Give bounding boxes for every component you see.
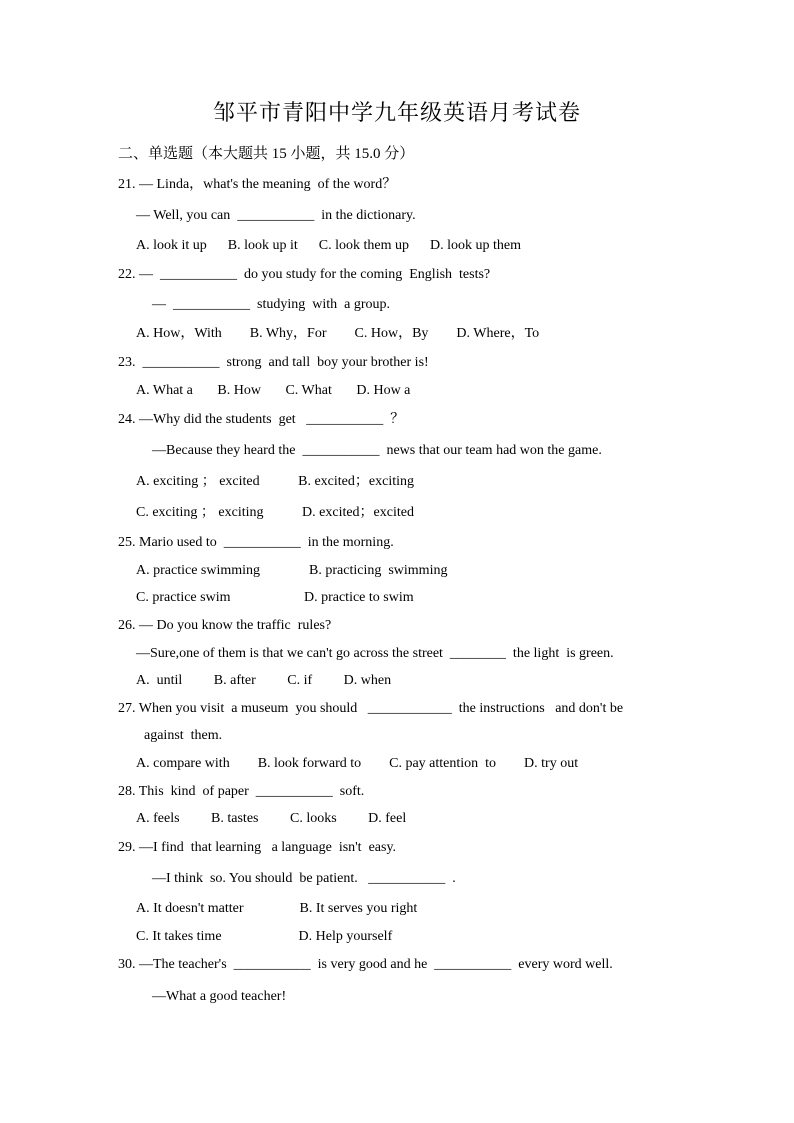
question-23-prompt: 23. ___________ strong and tall boy your brother is! <box>118 355 429 370</box>
question-26-response: —Sure,one of them is that we can't go across the street ________ the light is green. <box>136 646 614 661</box>
question-27-options: A. compare with B. look forward to C. pay attention to D. try out <box>136 756 579 771</box>
question-28-options: A. feels B. tastes C. looks D. feel <box>136 811 407 826</box>
question-29-options-cd: C. It takes time D. Help yourself <box>136 929 393 944</box>
question-21-options: A. look it up B. look up it C. look them up D. look up them <box>136 238 521 253</box>
question-25-prompt: 25. Mario used to ___________ in the morning. <box>118 535 394 550</box>
question-24-response: —Because they heard the ___________ news that our team had won the game. <box>152 443 602 458</box>
question-22-prompt: 22. — ___________ do you study for the coming English tests? <box>118 267 491 282</box>
question-22-options: A. How，With B. Why，For C. How，By D. Where，To <box>136 326 540 341</box>
question-28-prompt: 28. This kind of paper ___________ soft. <box>118 784 365 799</box>
section-heading: 二、单选题（本大题共 15 小题，共 15.0 分） <box>118 146 415 162</box>
question-25-options-cd: C. practice swim D. practice to swim <box>136 590 414 605</box>
question-27-prompt-continued: against them. <box>144 728 223 743</box>
question-26-options: A. until B. after C. if D. when <box>136 673 392 688</box>
question-23-options: A. What a B. How C. What D. How a <box>136 383 411 398</box>
question-25-options-ab: A. practice swimming B. practicing swimming <box>136 563 448 578</box>
question-29-prompt: 29. —I find that learning a language isn't easy. <box>118 840 397 855</box>
question-30-prompt: 30. —The teacher's ___________ is very good and he ___________ every word well. <box>118 957 613 972</box>
question-27-prompt: 27. When you visit a museum you should ____________ the instructions and don't be <box>118 701 624 716</box>
question-24-options-cd: C. exciting ； exciting D. excited；excited <box>136 505 414 520</box>
question-26-prompt: 26. — Do you know the traffic rules? <box>118 618 332 633</box>
question-24-prompt: 24. —Why did the students get ___________ ？ <box>118 412 405 427</box>
question-22-response: — ___________ studying with a group. <box>152 297 390 312</box>
question-30-response: —What a good teacher! <box>152 989 287 1004</box>
question-24-options-ab: A. exciting ； excited B. excited；exciting <box>136 474 414 489</box>
question-29-options-ab: A. It doesn't matter B. It serves you right <box>136 901 418 916</box>
question-29-response: —I think so. You should be patient. ___________ . <box>152 871 456 886</box>
question-21-prompt: 21. — Linda，what's the meaning of the word？ <box>118 177 397 192</box>
question-21-response: — Well, you can ___________ in the dictionary. <box>136 208 416 223</box>
page-title: 邹平市青阳中学九年级英语月考试卷 <box>212 100 581 125</box>
